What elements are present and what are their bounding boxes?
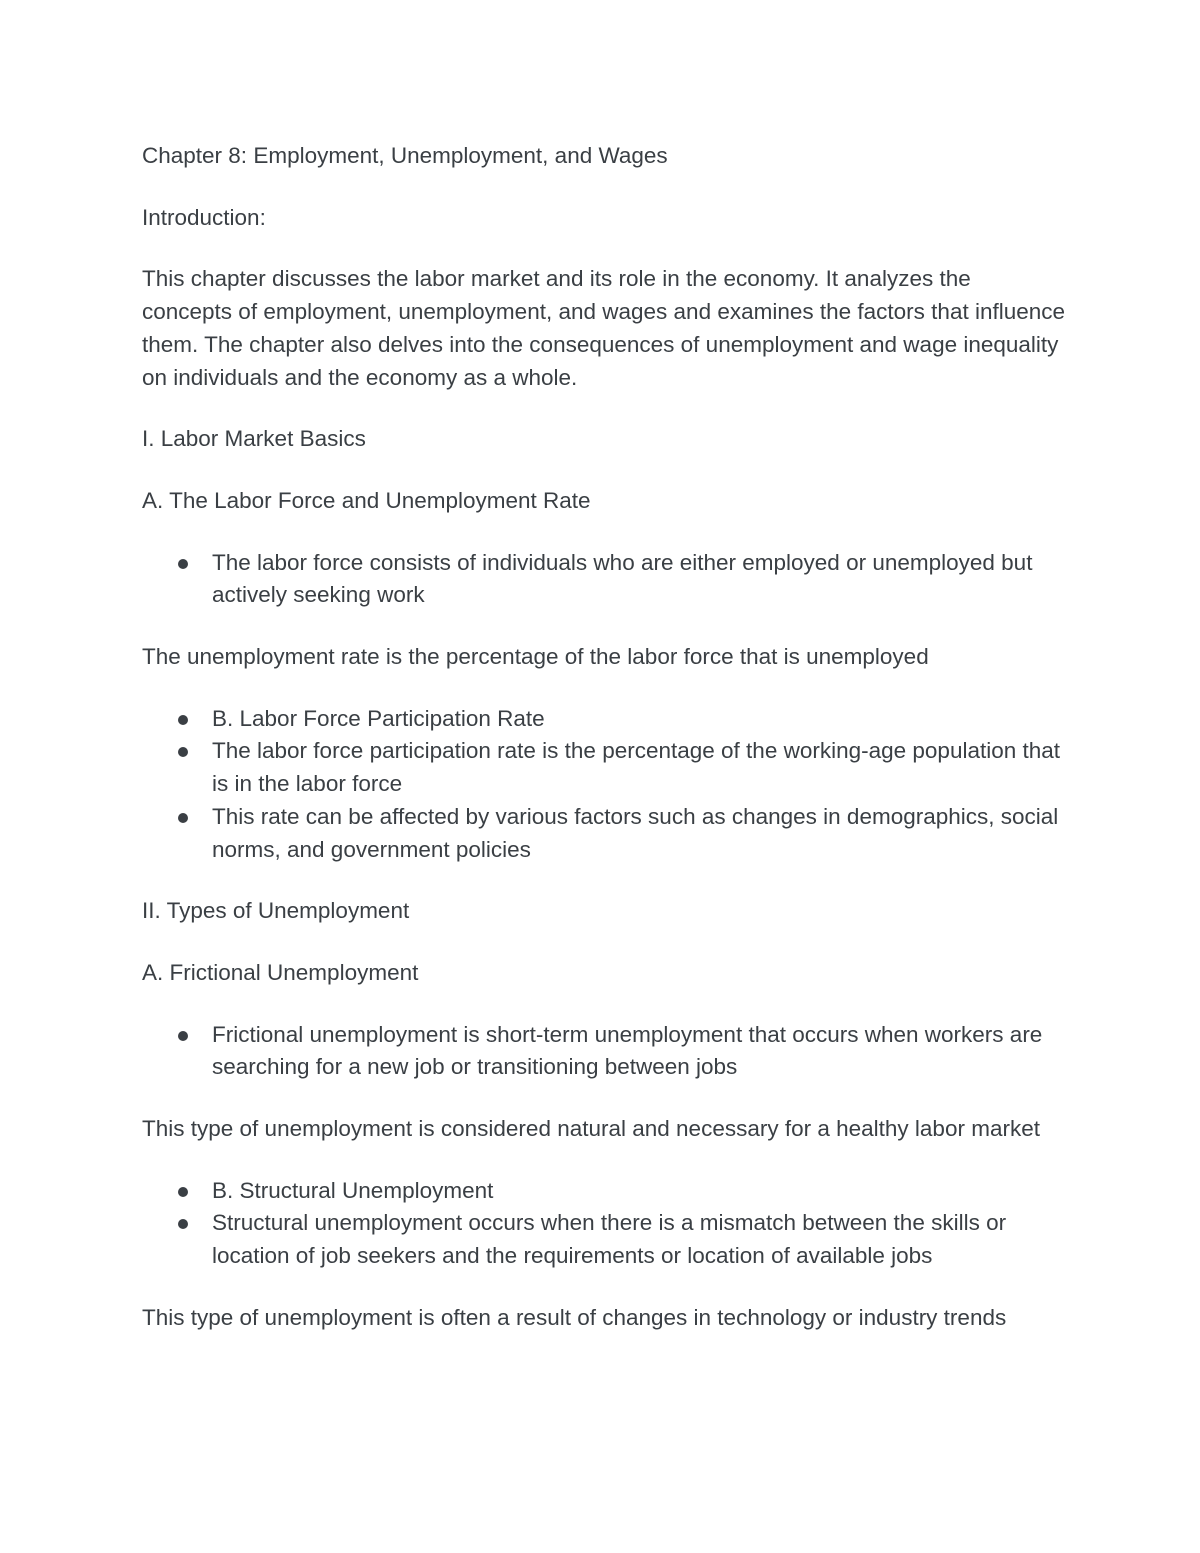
- bullet-icon: [178, 1187, 188, 1197]
- list-item-text: The labor force consists of individuals who are either employed or unemployed but actively seeking work: [212, 549, 1033, 608]
- subsection-heading-frictional: A. Frictional Unemployment: [142, 959, 419, 985]
- list-item: [142, 1207, 1067, 1272]
- list-item: [142, 801, 1067, 866]
- structural-paragraph: This type of unemployment is often a result of changes in technology or industry trends: [142, 1304, 1007, 1330]
- intro-heading: Introduction:: [142, 204, 266, 230]
- list-item: [142, 1019, 1067, 1084]
- bullet-icon: [178, 1031, 188, 1041]
- bullet-list-labor-force: [142, 547, 1067, 612]
- subsection-heading-labor-force: A. The Labor Force and Unemployment Rate: [142, 487, 591, 513]
- list-item: [142, 1175, 1067, 1208]
- list-item-text: This rate can be affected by various factors such as changes in demographics, social norms, and government policies: [212, 803, 1059, 862]
- bullet-list-participation-rate: [142, 703, 1067, 867]
- list-item: [142, 703, 1067, 736]
- bullet-list-frictional: [142, 1019, 1067, 1084]
- frictional-paragraph: This type of unemployment is considered natural and necessary for a healthy labor market: [142, 1116, 1040, 1142]
- unemployment-rate-paragraph: The unemployment rate is the percentage of the labor force that is unemployed: [142, 644, 929, 670]
- bullet-icon: [178, 715, 188, 725]
- list-item: [142, 547, 1067, 612]
- document-content: [142, 140, 1067, 1364]
- list-item-text: B. Structural Unemployment: [212, 1177, 494, 1203]
- list-item: [142, 735, 1067, 800]
- bullet-icon: [178, 559, 188, 569]
- bullet-list-structural: [142, 1175, 1067, 1273]
- chapter-title: Chapter 8: Employment, Unemployment, and Wages: [142, 143, 668, 168]
- section-heading-types-of-unemployment: II. Types of Unemployment: [142, 898, 410, 924]
- bullet-icon: [178, 813, 188, 823]
- list-item-text: B. Labor Force Participation Rate: [212, 705, 545, 731]
- intro-paragraph: This chapter discusses the labor market and its role in the economy. It analyzes the concepts of employment, unemployment, and wages and examines the factors that influence them. The chapter also delves into the consequences of unemployment and wage inequality on individuals and the economy as a whole.: [142, 266, 1066, 390]
- bullet-icon: [178, 1219, 188, 1229]
- list-item-text: Frictional unemployment is short-term unemployment that occurs when workers are searching for a new job or transitioning between jobs: [212, 1021, 1043, 1080]
- list-item-text: Structural unemployment occurs when there is a mismatch between the skills or location of job seekers and the requirements or location of available jobs: [212, 1210, 1007, 1269]
- section-heading-labor-market-basics: I. Labor Market Basics: [142, 426, 366, 452]
- list-item-text: The labor force participation rate is the percentage of the working-age population that is in the labor force: [212, 738, 1061, 797]
- bullet-icon: [178, 747, 188, 757]
